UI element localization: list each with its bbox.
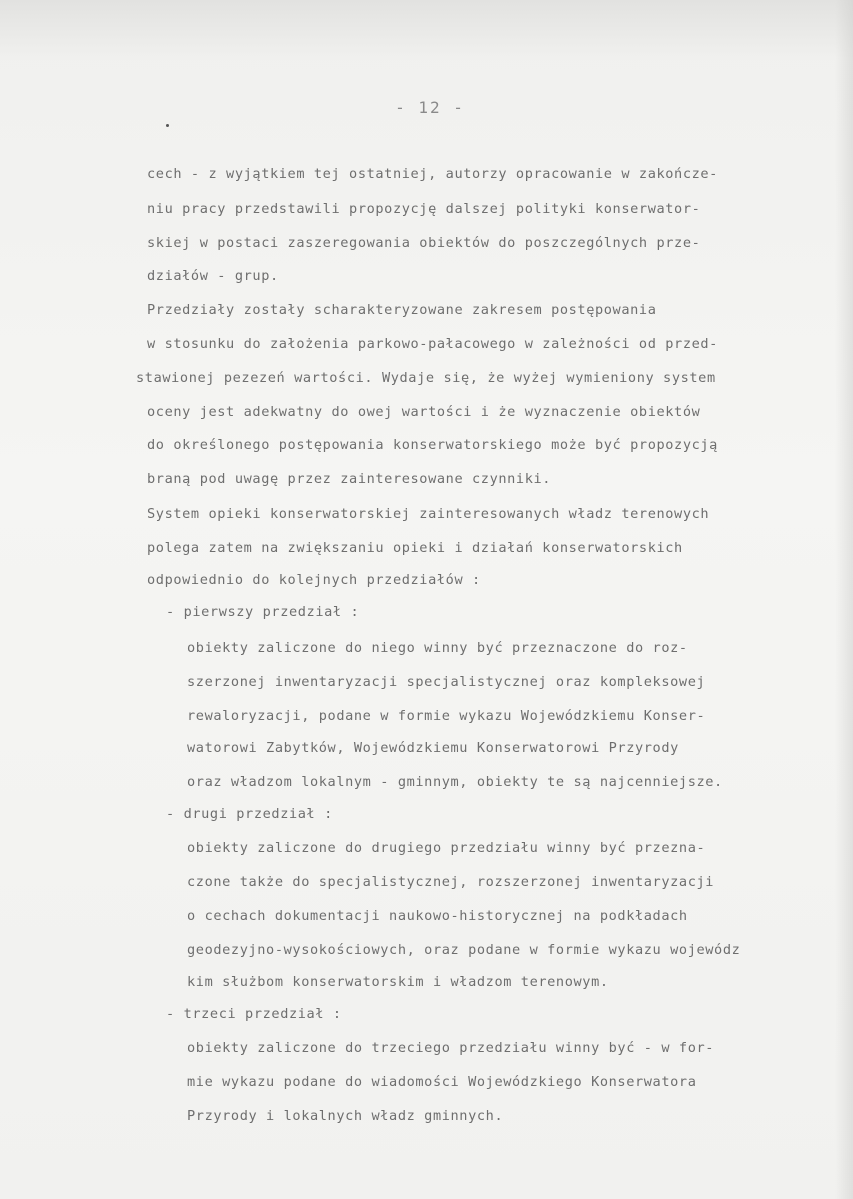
text-line: w stosunku do założenia parkowo-pałacowego w zależności od przed- — [147, 336, 718, 352]
text-line: oceny jest adekwatny do owej wartości i że wyznaczenie obiektów — [147, 404, 701, 420]
page-number: - 12 - — [395, 98, 465, 117]
text-line: do określonego postępowania konserwatorskiego może być propozycją — [147, 437, 718, 453]
text-line: geodezyjno-wysokościowych, oraz podane w formie wykazu wojewódz — [187, 942, 741, 958]
text-line: System opieki konserwatorskiej zainteresowanych władz terenowych — [147, 506, 710, 522]
text-line: cech - z wyjątkiem tej ostatniej, autorzy opracowanie w zakończe- — [147, 166, 718, 182]
list-heading: - pierwszy przedział : — [166, 604, 360, 620]
text-line: stawionej pezezeń wartości. Wydaje się, że wyżej wymieniony system — [136, 370, 716, 386]
text-line: braną pod uwagę przez zainteresowane czynniki. — [147, 471, 552, 487]
text-line: szerzonej inwentaryzacji specjalistycznej oraz kompleksowej — [187, 674, 706, 690]
text-line: mie wykazu podane do wiadomości Wojewódzkiego Konserwatora — [187, 1074, 697, 1090]
text-line: obiekty zaliczone do trzeciego przedziału winny być - w for- — [187, 1040, 715, 1056]
text-line: kim służbom konserwatorskim i władzom terenowym. — [187, 974, 609, 990]
scan-shadow-top — [0, 0, 853, 60]
text-line: watorowi Zabytków, Wojewódzkiemu Konserwatorowi Przyrody — [187, 740, 679, 756]
dot-mark — [166, 124, 169, 127]
text-line: czone także do specjalistycznej, rozszerzonej inwentaryzacji — [187, 874, 715, 890]
text-line: działów - grup. — [147, 268, 279, 284]
text-line: rewaloryzacji, podane w formie wykazu Wojewódzkiemu Konser- — [187, 708, 706, 724]
text-line: obiekty zaliczone do niego winny być przeznaczone do roz- — [187, 640, 688, 656]
scan-shadow-right — [835, 0, 853, 1199]
text-line: o cechach dokumentacji naukowo-historycznej na podkładach — [187, 908, 688, 924]
list-heading: - drugi przedział : — [166, 806, 333, 822]
text-line: polega zatem na zwiększaniu opieki i działań konserwatorskich — [147, 540, 683, 556]
text-line: Przyrody i lokalnych władz gminnych. — [187, 1108, 504, 1124]
list-heading: - trzeci przedział : — [166, 1006, 342, 1022]
text-line: oraz władzom lokalnym - gminnym, obiekty te są najcenniejsze. — [187, 774, 723, 790]
text-line: odpowiednio do kolejnych przedziałów : — [147, 572, 481, 588]
text-line: skiej w postaci zaszeregowania obiektów do poszczególnych prze- — [147, 235, 701, 251]
text-line: Przedziały zostały scharakteryzowane zakresem postępowania — [147, 302, 657, 318]
text-line: obiekty zaliczone do drugiego przedziału winny być przezna- — [187, 840, 706, 856]
text-line: niu pracy przedstawili propozycję dalszej polityki konserwator- — [147, 201, 701, 217]
